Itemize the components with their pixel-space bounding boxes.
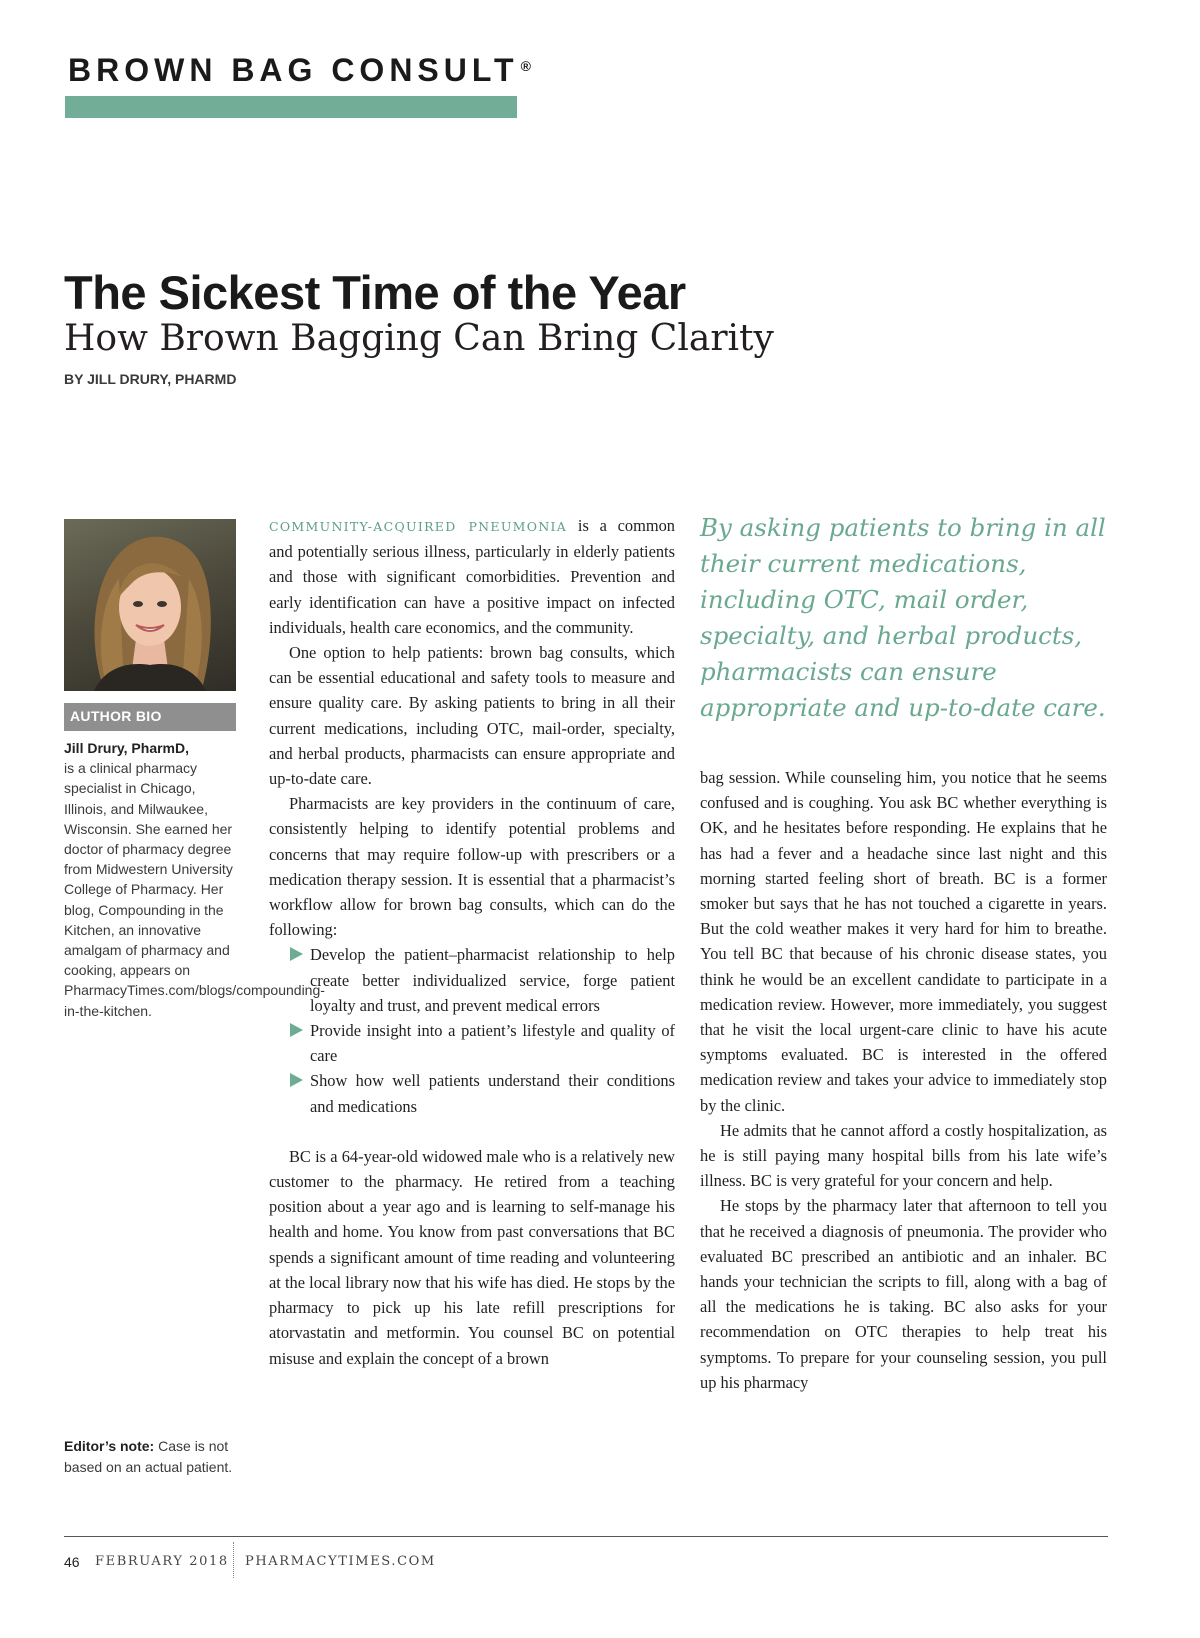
- bullet-item: [269, 1018, 675, 1068]
- section-title-text: BROWN BAG CONSULT: [68, 52, 519, 88]
- author-name: Jill Drury, PharmD,: [64, 740, 190, 756]
- bullet-text: Provide insight into a patient’s lifestyle and quality of care: [310, 1021, 675, 1066]
- author-photo: [64, 519, 236, 691]
- article-title: The Sickest Time of the Year: [64, 266, 686, 319]
- section-title: [68, 52, 531, 89]
- arrow-bullet-icon: [290, 1023, 303, 1037]
- body-paragraph-1-text: is a common and potentially serious illness, particularly in elderly patients and those with significant comorbidities. Prevention and early identification can have a positive impact on infected individuals, health care economics, and the community.: [269, 516, 675, 637]
- author-bio-text: is a clinical pharmacy specialist in Chicago, Illinois, and Milwaukee, Wisconsin. She earned her doctor of pharmacy degree from Midwestern University College of Pharmacy. Her blog, Compounding in the Kitchen, an innovative amalgam of pharmacy and cooking, appears on PharmacyTimes.com/blogs/compounding-in-the-kitchen.: [64, 760, 325, 1019]
- article-subtitle: How Brown Bagging Can Bring Clarity: [64, 318, 774, 359]
- body-paragraph-2: One option to help patients: brown bag consults, which can be essential educational and safety tools to measure and ensure quality care. By asking patients to bring in all their current medications, including OTC, mail-order, specialty, and herbal products, pharmacists can ensure appropriate and up-to-date care.: [269, 643, 675, 789]
- footer-rule: [64, 1536, 1108, 1537]
- section-accent-bar: [65, 96, 517, 118]
- body-paragraph-5: bag session. While counseling him, you notice that he seems confused and is coughing. You ask BC whether everything is OK, and he hesitates before responding. He explains that he has had a fever and a headache since last night and this morning started feeling short of breath. BC is a former smoker but says that he has not touched a cigarette in years. But the cold weather makes it very hard for him to breathe. You tell BC that because of his chronic disease states, you think he would be an excellent candidate to participate in a medication review. However, more immediately, you suggest that he visit the local urgent-care clinic to have his acute symptoms evaluated. BC is interested in the offered medication review and takes your advice to immediately stop by the clinic.: [700, 768, 1107, 1115]
- page-number: 46: [64, 1554, 80, 1570]
- bullet-item: [269, 942, 675, 1018]
- arrow-bullet-icon: [290, 947, 303, 961]
- author-portrait-icon: [64, 519, 236, 691]
- author-bio-header: [64, 703, 236, 731]
- issue-date: FEBRUARY 2018: [95, 1554, 229, 1569]
- author-bio-label: AUTHOR BIO: [70, 708, 162, 724]
- bullet-list: [269, 942, 675, 1118]
- editor-note-label: Editor’s note:: [64, 1438, 155, 1454]
- body-paragraph-4: BC is a 64-year-old widowed male who is a relatively new customer to the pharmacy. He retired from a teaching position about a year ago and is learning to self-manage his health and home. You know from past conversations that BC spends a significant amount of time reading and volunteering at the local library now that his wife has died. He stops by the pharmacy to pick up his late refill prescriptions for atorvastatin and metformin. You counsel BC on potential misuse and explain the concept of a brown: [269, 1146, 675, 1368]
- body-paragraph-6: He admits that he cannot afford a costly hospitalization, as he is still paying many hospital bills from his late wife’s illness. BC is very grateful for your concern and help.: [700, 1120, 1107, 1191]
- body-paragraph-7: He stops by the pharmacy later that afternoon to tell you that he received a diagnosis of pneumonia. The provider who evaluated BC prescribed an antibiotic and an inhaler. BC hands your technician the scripts to fill, along with a bag of all the medications he is taking. BC also asks for your recommendation on OTC therapies to help treat his symptoms. To prepare for your counseling session, you pull up his pharmacy: [700, 1196, 1107, 1392]
- body-column-2: [700, 765, 1107, 1395]
- registered-mark: ®: [520, 58, 531, 74]
- byline: BY JILL DRURY, PHARMD: [64, 371, 237, 387]
- footer-divider: [233, 1542, 234, 1578]
- editor-note-text: Case is not based on an actual patient.: [64, 1438, 233, 1475]
- body-column-1: [269, 513, 675, 1371]
- arrow-bullet-icon: [290, 1073, 303, 1087]
- bullet-item: [269, 1068, 675, 1118]
- bullet-text: Develop the patient–pharmacist relationship to help create better individualized service, forge patient loyalty and trust, and prevent medical errors: [310, 945, 675, 1015]
- lead-in: COMMUNITY-ACQUIRED PNEUMONIA: [269, 519, 568, 534]
- pull-quote: By asking patients to bring in all their current medications, including OTC, mail order, specialty, and herbal products, pharmacists can ensure appropriate and up-to-date care.: [700, 513, 1106, 722]
- body-paragraph-1: [269, 513, 675, 640]
- editor-note: [64, 1436, 246, 1478]
- bullet-text: Show how well patients understand their conditions and medications: [310, 1071, 675, 1116]
- body-paragraph-3: Pharmacists are key providers in the continuum of care, consistently helping to identify potential problems and concerns that may require follow-up with prescribers or a medication therapy session. It is essential that a pharmacist’s workflow allow for brown bag consults, which can do the following:: [269, 794, 675, 940]
- author-bio: [64, 738, 325, 1021]
- site-url: PHARMACYTIMES.COM: [245, 1554, 436, 1569]
